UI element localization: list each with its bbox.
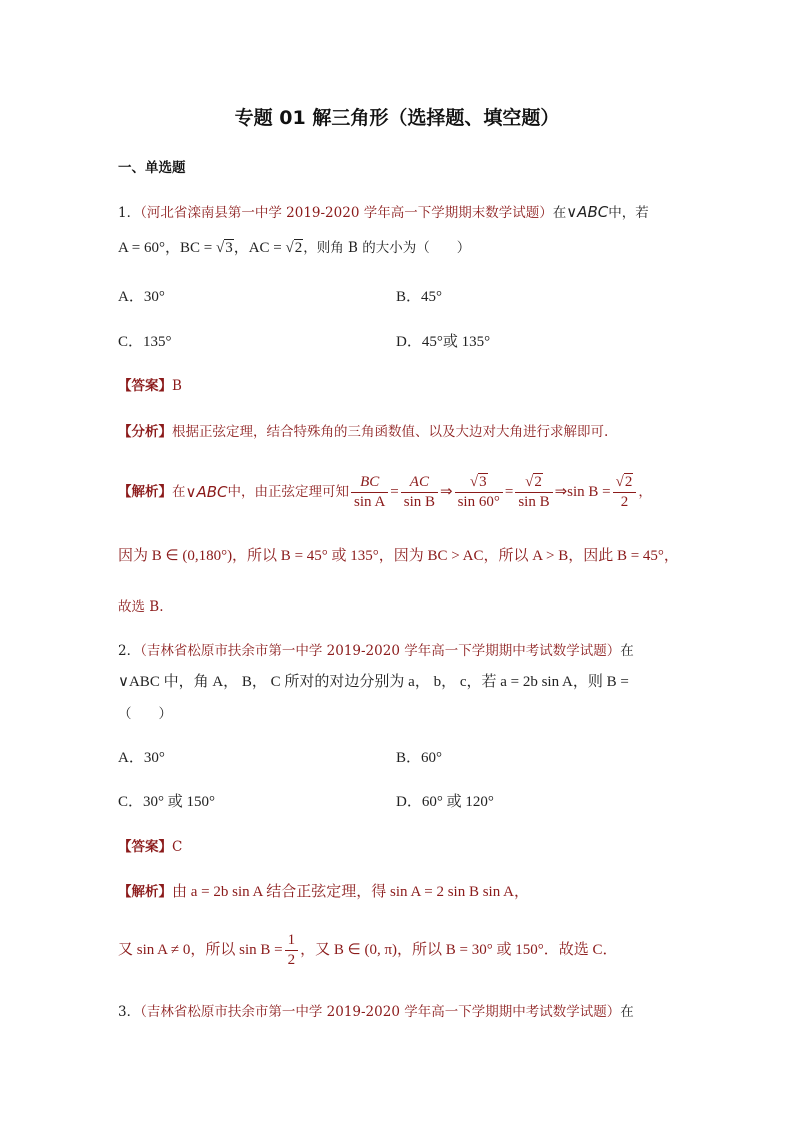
solution-text: 又 sin A ≠ 0，所以 sin B =	[118, 942, 283, 958]
solution-text: 由 a = 2b sin A 结合正弦定理，得 sin A = 2 sin B sin A，	[172, 884, 529, 900]
stem-text: 在	[552, 205, 567, 221]
fraction: $\frac{AC}{\text{sin B}}$	[401, 473, 438, 512]
fraction: $\frac{√2}{2}$	[613, 473, 637, 512]
triangle-symbol: ∨ABC	[185, 483, 228, 501]
question-1-conditions	[118, 238, 470, 258]
condition-bc: ，BC =	[164, 240, 216, 256]
triangle-symbol: ∨ABC	[566, 203, 609, 221]
option-b: B．45°	[396, 289, 443, 305]
answer-value: C	[172, 839, 183, 855]
condition-ac: ，AC =	[233, 240, 286, 256]
solution-line-1: 【解析】 在 ∨ABC 中，由正弦定理可知 $\frac{BC}{\text{sin A}}$ = $\frac{AC}{\text{sin B}}$ ⇒ $\frac{√3}{\sin 60^\circ}$ = $\frac{√2}{\text{sin B}}$ ⇒ sin B = $\frac{√2}{2}$ ，	[118, 473, 652, 510]
question-2-stem	[118, 641, 634, 661]
fraction: $\frac{BC}{\text{sin A}}$	[351, 473, 388, 512]
analysis-label: 【分析】	[118, 424, 172, 440]
option-a: A．30°	[118, 289, 165, 305]
answer-label: 【答案】	[118, 378, 172, 394]
option-d: D．45°或 135°	[396, 334, 491, 350]
solution-label: 【解析】	[118, 484, 172, 500]
question-source: （河北省滦南县第一中学 2019-2020 学年高一下学期期末数学试题）	[140, 205, 553, 221]
question-number: 1．	[118, 205, 141, 221]
fraction: $\frac{1}{2}$	[285, 931, 299, 970]
question-source: （吉林省松原市扶余市第一中学 2019-2020 学年高一下学期期中考试数学试题）	[140, 643, 621, 659]
option-d: D．60° 或 120°	[396, 794, 494, 810]
analysis-line	[118, 422, 608, 442]
question-number: 3．	[118, 1004, 141, 1020]
analysis-text: 根据正弦定理，结合特殊角的三角函数值、以及大边对大角进行求解即可.	[172, 424, 609, 440]
stem-text: 在	[620, 643, 634, 659]
solution-label: 【解析】	[118, 884, 172, 900]
option-b: B．60°	[396, 750, 443, 766]
question-2-line-3: （ ）	[118, 706, 172, 722]
fraction: $\frac{√2}{\text{sin B}}$	[515, 473, 552, 512]
question-2-line-2: ∨ABC 中，角 A， B， C 所对的对边分别为 a， b， c，若 a = 2b sin A，则 B =	[118, 674, 629, 690]
question-number: 2．	[118, 643, 141, 659]
question-1-stem	[118, 202, 649, 223]
solution-line-1	[118, 882, 529, 902]
option-a: A．30°	[118, 750, 165, 766]
solution-expression: sin B =	[567, 484, 611, 500]
option-c: C．135°	[118, 334, 172, 350]
answer-line	[118, 376, 182, 396]
answer-value: B	[172, 378, 182, 394]
solution-line-2	[118, 928, 618, 972]
answer-line	[118, 837, 182, 857]
stem-text: 中，若	[608, 205, 649, 221]
page-title: 专题 01 解三角形（选择题、填空题）	[234, 107, 560, 129]
sqrt-symbol: √3	[215, 240, 233, 256]
question-3-stem	[118, 1002, 634, 1022]
solution-line-3: 故选 B.	[118, 599, 164, 615]
option-c: C．30° 或 150°	[118, 794, 216, 810]
solution-text: 在	[172, 484, 186, 500]
solution-text: 中，由正弦定理可知	[227, 484, 350, 500]
answer-label: 【答案】	[118, 839, 172, 855]
solution-line-2: 因为 B ∈ (0,180°)，所以 B = 45° 或 135°，因为 BC > AC，所以 A > B，因此 B = 45°，	[118, 548, 679, 564]
condition-angle: A = 60°	[118, 240, 165, 256]
section-heading: 一、单选题	[118, 160, 186, 176]
solution-text: ，又 B ∈ (0, π)，所以 B = 30° 或 150°．故选 C．	[300, 942, 618, 958]
fraction: $\frac{√3}{\sin 60^\circ}$	[455, 473, 503, 512]
sqrt-symbol: √2	[285, 240, 303, 256]
question-source: （吉林省松原市扶余市第一中学 2019-2020 学年高一下学期期中考试数学试题）	[140, 1004, 621, 1020]
question-ask: ，则角 B 的大小为（ ）	[303, 240, 471, 256]
stem-text: 在	[620, 1004, 634, 1020]
